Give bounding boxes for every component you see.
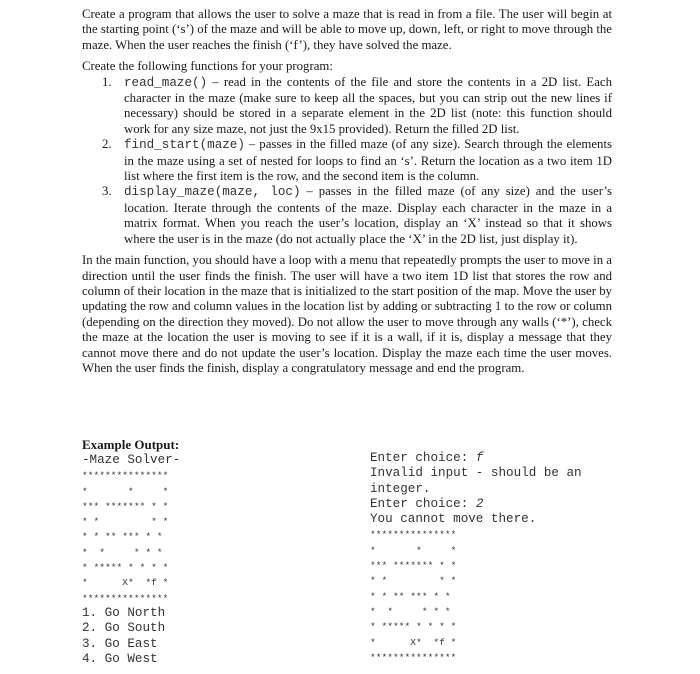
menu-option: 3. Go East [82,636,158,651]
program-title: -Maze Solver- [82,453,181,467]
user-input: 2 [475,496,484,511]
maze-row: *************** [370,529,457,541]
function-description: – passes in the filled maze (of any size). Search through the elements in the maze using a set of nested for loops to find an ‘s’. Return the location as a two item 1D list where the first item is the row, and the second item is the column. [124,137,612,184]
maze-row: * ***** * * * * [370,621,457,633]
prompt-label: Enter choice: [370,496,476,511]
maze-row: * X* *f * [82,577,169,589]
maze-row: *************** [370,651,457,663]
maze-display [370,527,620,665]
direction-menu [82,606,180,667]
function-name: find_start(maze) [124,138,245,153]
maze-row: * * * * * [370,605,451,617]
example-left-column [82,453,180,667]
maze-row: *************** [82,470,169,482]
function-name: read_maze() [124,75,208,90]
error-message-continued: integer. [370,481,431,496]
example-output [82,437,622,666]
menu-option: 4. Go West [82,651,158,666]
example-heading: Example Output: [82,437,180,452]
maze-row: * * * * [82,516,169,528]
item-number: 3. [102,184,112,199]
maze-row: * ***** * * * * [82,562,169,574]
maze-row: * X* *f * [370,636,457,648]
maze-row: * * * [82,485,169,497]
error-message: Invalid input - should be an [370,466,582,481]
prompt-line [370,451,620,466]
function-list [82,75,612,247]
intro-paragraph: Create a program that allows the user to solve a maze that is read in from a file. The user will begin at the starting point (‘s’) of the maze and will be able to move up, down, left, or right to move through the maze. When the user reaches the finish (‘f’), they have solved the maze. [82,7,612,52]
function-item [82,137,612,184]
main-function-paragraph: In the main function, you should have a loop with a menu that repeatedly prompts the user to move in a direction until the user finds the finish. The user will have a two item 1D list that stores the row and column of their location in the maze that is initialized to the start position of the map. Move the user by updating the row and column values in the location list by adding or subtracting 1 to the row or column (depending on the direction they moved). Do not allow the user to move through any walls (‘*’), check the maze at the location the user is moving to see if it is a wall, if it is, display a message that they cannot move there and do not update the user’s location. Display the maze each time the user moves. When the user finds the finish, display a congratulatory message and end the program. [82,253,612,375]
maze-display [82,468,180,606]
function-name: display_maze(maze, loc) [124,185,301,200]
functions-intro: Create the following functions for your program: [82,59,333,74]
prompt-line [370,497,620,512]
document-body [82,7,612,376]
function-item [82,75,612,138]
prompt-label: Enter choice: [370,451,476,465]
user-input: f [475,451,484,465]
item-number: 2. [102,137,112,152]
maze-row: *************** [82,592,169,604]
maze-row: * * * * [370,575,457,587]
example-right-column [370,451,620,665]
maze-row: *** ******* * * [370,560,457,572]
maze-row: *** ******* * * [82,500,169,512]
maze-row: * * ** *** * * [370,590,451,602]
maze-row: * * * [370,544,457,556]
function-description: – read in the contents of the file and store the contents in a 2D list. Each character in the maze (make sure to keep all the spaces, but you can strip out the new lines if necessary) should be stored in a separate element in the 2D list (note: this function should work for any size maze, not just the 9x15 provided). Return the filled 2D list. [124,74,612,136]
menu-option: 1. Go North [82,605,166,620]
wall-message: You cannot move there. [370,512,537,527]
maze-row: * * * * * [82,546,163,558]
maze-row: * * ** *** * * [82,531,163,543]
function-description: – passes in the filled maze (of any size) and the user’s location. Iterate through the contents of the maze. Display each character in the maze in a matrix format. When you reach the user’s location, display an ‘X’ instead so that it shows where the user is in the maze (do not actually place the ‘X’ in the 2D list, just display it). [124,184,612,246]
function-item [82,184,612,247]
menu-option: 2. Go South [82,621,166,636]
item-number: 1. [102,74,112,89]
